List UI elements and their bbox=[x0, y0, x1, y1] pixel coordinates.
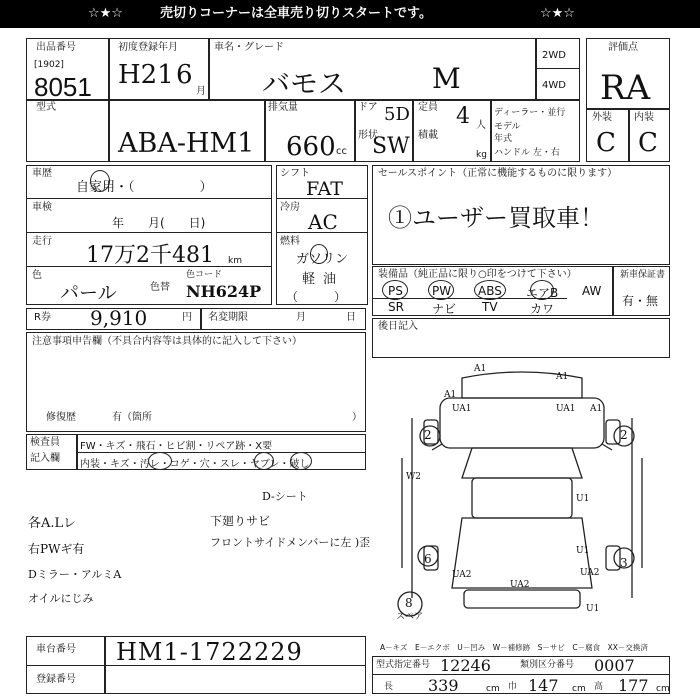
note-d-seat: D-シート bbox=[262, 490, 308, 503]
circle-pw bbox=[428, 280, 454, 300]
equip-abs: ABS bbox=[478, 284, 502, 298]
note-member: フロントサイドメンバーに左 )歪 bbox=[210, 536, 371, 549]
inspector-circle-2 bbox=[254, 452, 274, 470]
legend: A－キズ E－エクボ U－凹み W－補修跡 S－サビ C－腐食 XX－交換済 bbox=[380, 643, 648, 652]
banner-stars-right: ☆★☆ bbox=[540, 6, 575, 21]
circle-airbag bbox=[530, 280, 554, 300]
equip-ps: PS bbox=[388, 284, 403, 298]
first-reg-month: 6 bbox=[176, 60, 193, 90]
circle-abs bbox=[474, 280, 506, 300]
first-reg-era: H21 bbox=[118, 60, 174, 90]
displacement: 660 bbox=[286, 132, 336, 162]
equip-tv: TV bbox=[482, 300, 498, 314]
inspection-date: 年 月( 日) bbox=[112, 216, 206, 230]
fuel-circle bbox=[310, 244, 328, 264]
recycle-block bbox=[26, 308, 366, 330]
inspector-circle-3 bbox=[290, 452, 312, 470]
warranty: 有・無 bbox=[622, 294, 659, 308]
grade: M bbox=[432, 62, 461, 95]
equip-pw: PW bbox=[432, 284, 452, 298]
color: パール bbox=[60, 282, 117, 304]
inspector-circle-1 bbox=[148, 452, 172, 470]
banner bbox=[0, 0, 700, 28]
note-rust: 下廻りサビ bbox=[210, 514, 271, 528]
rating-interior: C bbox=[638, 128, 658, 158]
note-pw: 右PWギ有 bbox=[28, 542, 85, 556]
model-name-label: 車名・グレード bbox=[214, 42, 284, 53]
equip-sr: SR bbox=[388, 300, 404, 314]
rating-exterior: C bbox=[596, 128, 616, 158]
history-circle bbox=[90, 170, 110, 192]
drive-4wd: 4WD bbox=[542, 80, 566, 91]
banner-stars-left: ☆★☆ bbox=[88, 6, 123, 21]
sales-point: ①ユーザー買取車！ bbox=[388, 204, 604, 232]
equip-airbag: エアB bbox=[526, 286, 559, 300]
color-code: NH624P bbox=[186, 282, 262, 301]
length: 339 bbox=[428, 676, 459, 695]
fuel-diesel: 軽油 bbox=[302, 272, 345, 287]
rating-score: RA bbox=[600, 68, 651, 108]
body-shape: SW bbox=[372, 134, 410, 159]
first-reg-label: 初度登録年月 bbox=[118, 42, 178, 53]
mileage: 17万2千481 bbox=[86, 243, 214, 268]
doors: 5D bbox=[384, 104, 410, 125]
damage-diagram bbox=[372, 358, 670, 634]
equip-navi: ナビ bbox=[432, 302, 457, 316]
note-al: 各A.Lレ bbox=[28, 516, 77, 531]
circle-ps bbox=[382, 280, 408, 300]
ac: AC bbox=[308, 210, 338, 234]
inspector-row1: FW・キズ・飛石・ヒビ割・リペア跡・X要 bbox=[80, 441, 273, 452]
inspector-row2: 内装・キズ・汚レ・コゲ・穴・スレ・ヤブレ・破し bbox=[80, 459, 310, 470]
note-mirror: Dミラー・アルミA bbox=[28, 568, 122, 581]
banner-text: 売切りコーナーは全車売り切りスタートです。 bbox=[160, 6, 432, 21]
width: 147 bbox=[528, 676, 559, 695]
note-oil: オイルにじみ bbox=[28, 592, 94, 605]
fuel-gas: ガソリン bbox=[296, 252, 349, 267]
drive-2wd: 2WD bbox=[542, 50, 566, 61]
model-name: バモス bbox=[262, 67, 347, 100]
equip-leather: カワ bbox=[530, 302, 555, 316]
lot-label: 出品番号 bbox=[36, 42, 76, 53]
recycle-fee: 9,910 bbox=[90, 306, 148, 330]
chassis-number: HM1-1722229 bbox=[116, 638, 303, 666]
shift: FAT bbox=[306, 178, 343, 200]
model-type: ABA-HM1 bbox=[118, 128, 255, 159]
model-type-label: 型式 bbox=[36, 102, 56, 113]
lot-number: 8051 bbox=[34, 72, 92, 102]
equip-aw: AW bbox=[582, 284, 602, 298]
type-number: 12246 bbox=[440, 656, 491, 675]
height: 177 bbox=[618, 676, 649, 695]
lot-sub: [1902] bbox=[34, 60, 64, 70]
category-number: 0007 bbox=[594, 656, 635, 675]
capacity: 4 bbox=[456, 104, 470, 129]
history-value: 自家用・（ ） bbox=[76, 180, 213, 195]
spare-label: スペア bbox=[396, 612, 424, 622]
